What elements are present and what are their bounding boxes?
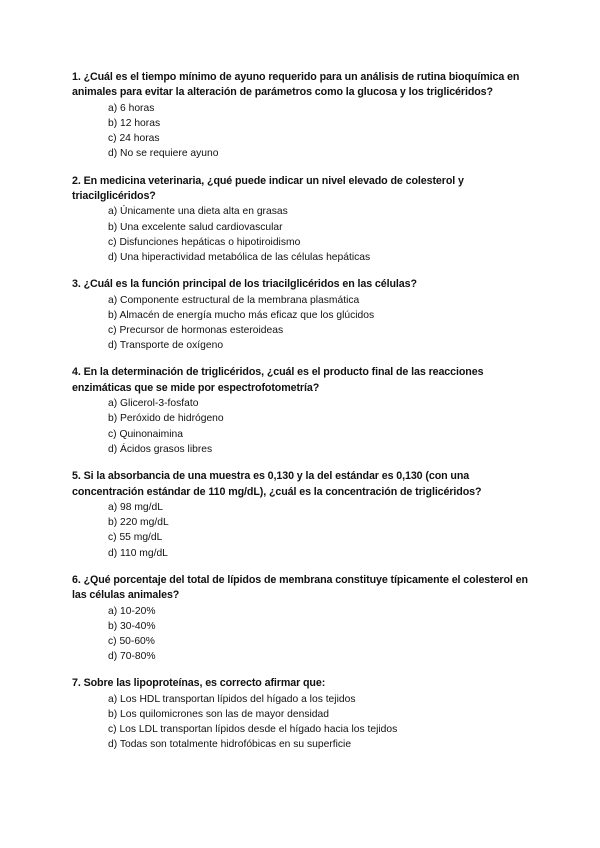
question-text: 1. ¿Cuál es el tiempo mínimo de ayuno requerido para un análisis de rutina bioquímica en animales para evitar la alteración de parámetros como la glucosa y los triglicéridos? xyxy=(72,71,520,99)
option-list xyxy=(72,204,542,265)
option-c: c) 55 mg/dL xyxy=(108,532,163,544)
option-d: d) Todas son totalmente hidrofóbicas en su superficie xyxy=(108,739,352,751)
option-c: c) Disfunciones hepáticas o hipotiroidismo xyxy=(108,236,301,248)
option-b: b) Una excelente salud cardiovascular xyxy=(108,221,283,233)
option-d: d) Transporte de oxígeno xyxy=(108,340,224,352)
question-text: 5. Si la absorbancia de una muestra es 0,130 y la del estándar es 0,130 (con una concentración estándar de 110 mg/dL), ¿cuál es la concentración de triglicéridos? xyxy=(72,470,482,498)
option-a: a) Glicerol-3-fosfato xyxy=(108,398,199,410)
option-c: c) 24 horas xyxy=(108,133,160,145)
question-text: 2. En medicina veterinaria, ¿qué puede indicar un nivel elevado de colesterol y triacilglicéridos? xyxy=(72,174,464,203)
option-c: c) Quinonaimina xyxy=(108,428,183,440)
option-list xyxy=(72,604,542,665)
question-2 xyxy=(72,174,542,266)
option-a: a) Componente estructural de la membrana plasmática xyxy=(108,294,360,306)
question-5 xyxy=(72,469,542,561)
option-d: d) 110 mg/dL xyxy=(108,547,168,559)
option-a: a) Los HDL transportan lípidos del hígado a los tejidos xyxy=(108,693,356,705)
option-a: a) 6 horas xyxy=(108,102,155,114)
option-c: c) Los LDL transportan lípidos desde el hígado hacia los tejidos xyxy=(108,724,398,736)
option-b: b) Almacén de energía mucho más eficaz que los glúcidos xyxy=(108,309,375,321)
question-4 xyxy=(72,365,542,457)
option-b: b) 12 horas xyxy=(108,118,161,130)
option-a: a) Únicamente una dieta alta en grasas xyxy=(108,206,288,218)
quiz-page xyxy=(72,70,542,765)
question-6 xyxy=(72,573,542,665)
option-list xyxy=(72,692,542,753)
option-a: a) 10-20% xyxy=(108,605,156,617)
question-1 xyxy=(72,70,542,162)
question-7 xyxy=(72,676,542,752)
option-d: d) Ácidos grasos libres xyxy=(108,443,213,455)
option-d: d) 70-80% xyxy=(108,651,156,663)
question-text: 4. En la determinación de triglicéridos, ¿cuál es el producto final de las reacciones enzimáticas que se mide por espectrofotometría? xyxy=(72,366,484,394)
option-d: d) Una hiperactividad metabólica de las células hepáticas xyxy=(108,252,371,264)
option-a: a) 98 mg/dL xyxy=(108,501,163,513)
question-text: 6. ¿Qué porcentaje del total de lípidos de membrana constituye típicamente el colesterol en las células animales? xyxy=(72,573,528,602)
option-b: b) 220 mg/dL xyxy=(108,517,169,529)
option-list xyxy=(72,293,542,354)
question-text: 7. Sobre las lipoproteínas, es correcto afirmar que: xyxy=(72,677,326,690)
question-3 xyxy=(72,277,542,353)
option-list xyxy=(72,500,542,561)
option-b: b) 30-40% xyxy=(108,620,156,632)
option-c: c) Precursor de hormonas esteroideas xyxy=(108,325,284,337)
option-list xyxy=(72,396,542,457)
option-c: c) 50-60% xyxy=(108,635,155,647)
option-d: d) No se requiere ayuno xyxy=(108,148,219,160)
question-text: 3. ¿Cuál es la función principal de los triacilglicéridos en las células? xyxy=(72,278,417,291)
option-b: b) Peróxido de hidrógeno xyxy=(108,413,224,425)
option-list xyxy=(72,101,542,162)
option-b: b) Los quilomicrones son las de mayor densidad xyxy=(108,708,329,720)
